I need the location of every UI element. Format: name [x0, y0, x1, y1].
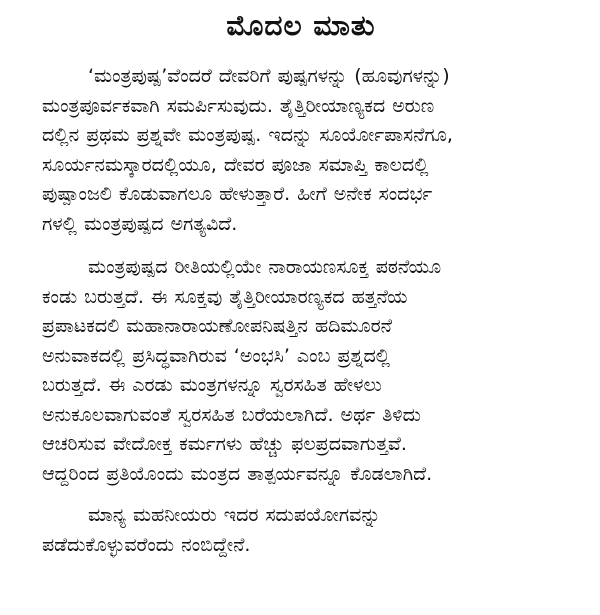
text-line: ‘ಮಂತ್ರಪುಷ್ಪ’ವೆಂದರೆ ದೇವರಿಗೆ ಪುಷ್ಪಗಳನ್ನು (ಹೂವುಗಳನ್ನು): [88, 65, 450, 87]
text-line: ಬರುತ್ತದೆ. ಈ ಎರಡು ಮಂತ್ರಗಳನ್ನೂ ಸ್ವರಸಹಿತ ಹೇಳಲು: [42, 374, 382, 396]
text-line: ಮಂತ್ರಪುಷ್ಪದ ರೀತಿಯಲ್ಲಿಯೇ ನಾರಾಯಣಸೂಕ್ತ ಪಠನೆಯೂ: [88, 256, 442, 278]
paragraph-1: [42, 62, 560, 239]
text-line: ಅನುಕೂಲವಾಗುವಂತೆ ಸ್ವರಸಹಿತ ಬರೆಯಲಾಗಿದೆ. ಅರ್ಥ ತಿಳಿದು: [42, 403, 421, 426]
text-line: ಸೂರ್ಯನಮಸ್ಕಾರದಲ್ಲಿಯೂ, ದೇವರ ಪೂಜಾ ಸಮಾಪ್ತಿ ಕಾಲದಲ್ಲಿ: [42, 153, 429, 176]
text-line: ಅನುವಾಕದಲ್ಲಿ ಪ್ರಸಿದ್ಧವಾಗಿರುವ ‘ಅಂಭಸಿ’ ಎಂಬ ಪ್ರಶ್ನದಲ್ಲಿ: [42, 344, 391, 367]
text-line: ಕಂಡು ಬರುತ್ತದೆ. ಈ ಸೂಕ್ತವು ತೈತ್ತಿರೀಯಾರಣ್ಯಕದ ಹತ್ತನೆಯ: [42, 285, 408, 308]
text-line: ಗಳಲ್ಲಿ ಮಂತ್ರಪುಷ್ಪದ ಅಗತ್ಯವಿದೆ.: [42, 212, 238, 235]
text-line: ಮಾನ್ಯ ಮಹನೀಯರು ಇದರ ಸದುಪಯೋಗವನ್ನು: [88, 504, 381, 526]
text-line: ಪಡೆದುಕೊಳ್ಳುವರೆಂದು ನಂಬಿದ್ದೇನೆ.: [42, 533, 251, 556]
text-line: ಮಂತ್ರಪೂರ್ವಕವಾಗಿ ಸಮರ್ಪಿಸುವುದು. ತೈತ್ತಿರೀಯಾಣ್ಯಕದ ಅರುಣ: [42, 94, 435, 117]
text-line: ಪುಷ್ಪಾಂಜಲಿ ಕೊಡುವಾಗಲೂ ಹೇಳುತ್ತಾರೆ. ಹೀಗೆ ಅನೇಕ ಸಂದರ್ಭ: [42, 183, 433, 205]
text-line: ದಲ್ಲಿನ ಪ್ರಥಮ ಪ್ರಶ್ನವೇ ಮಂತ್ರಪುಷ್ಪ. ಇದನ್ನು ಸೂರ್ಯೋಪಾಸನೆಗೂ,: [42, 124, 453, 146]
text-line: ಆಚರಿಸುವ ವೇದೋಕ್ತ ಕರ್ಮಗಳು ಹೆಚ್ಚು ಫಲಪ್ರದವಾಗುತ್ತವೆ.: [42, 433, 407, 455]
page-title: ಮೊದಲ ಮಾತು: [226, 9, 376, 42]
text-line: ಪ್ರಪಾಟಕದಲಿ ಮಹಾನಾರಾಯಣೋಪನಿಷತ್ತಿನ ಹದಿಮೂರನೆ: [42, 315, 392, 337]
paragraph-3: [42, 501, 560, 560]
paragraph-2: [42, 253, 560, 489]
text-line: ಆದ್ದರಿಂದ ಪ್ರತಿಯೊಂದು ಮಂತ್ರದ ತಾತ್ಪರ್ಯವನ್ನೂ ಕೊಡಲಾಗಿದೆ.: [42, 462, 433, 485]
